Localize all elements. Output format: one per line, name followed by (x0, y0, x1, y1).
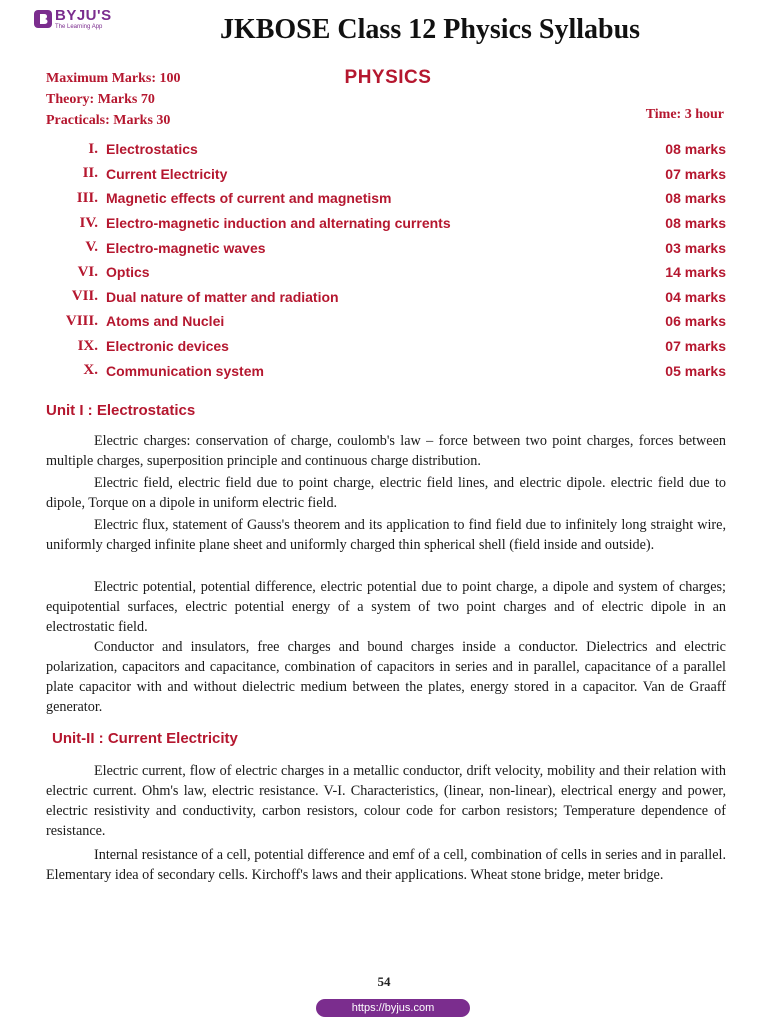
unit-1-paragraph: Electric field, electric field due to point charge, electric field lines, and electric dipole. electric field due to dipole, Torque on a dipole in uniform electric field. (46, 475, 726, 511)
topic-number: VI. (77, 263, 98, 280)
topic-marks: 08 marks (665, 215, 726, 232)
topic-marks: 06 marks (665, 313, 726, 330)
unit-2-heading: Unit-II : Current Electricity (52, 730, 238, 747)
topic-number: VII. (71, 288, 98, 305)
topic-name: Atoms and Nuclei (106, 313, 225, 330)
unit-2-paragraph: Electric current, flow of electric charges in a metallic conductor, drift velocity, mobility and their relation with electric current. Ohm's law, electric resistance. V-I. Characteristics, (linear, non-linear), electrical energy and power, electric resistivity and conductivity, carbon resistors, colour code for carbon resistors; Temperature dependence of resistance. (46, 763, 726, 839)
topic-marks: 08 marks (665, 141, 726, 158)
topic-name: Optics (106, 264, 150, 281)
topic-number: III. (76, 189, 98, 206)
footer-url-link[interactable]: https://byjus.com (316, 999, 470, 1017)
exam-time: Time: 3 hour (645, 107, 724, 122)
topic-marks: 14 marks (665, 264, 726, 281)
topic-name: Magnetic effects of current and magnetism (106, 190, 392, 207)
topic-row (46, 162, 726, 187)
topic-marks: 03 marks (665, 239, 726, 256)
topic-name: Electronic devices (106, 338, 229, 355)
topic-number: V. (85, 239, 98, 256)
topic-marks: 07 marks (665, 338, 726, 355)
brand-tagline: The Learning App (55, 24, 103, 30)
topic-row (46, 285, 726, 310)
topic-name: Electrostatics (106, 141, 198, 158)
topic-marks: 04 marks (665, 288, 726, 305)
topic-marks: 07 marks (665, 165, 726, 182)
topic-row (46, 186, 726, 211)
max-marks: Maximum Marks: 100 (46, 71, 181, 86)
topic-row (46, 211, 726, 236)
theory-marks: Theory: Marks 70 (46, 92, 155, 107)
topic-marks: 08 marks (665, 190, 726, 207)
topic-name: Electro-magnetic induction and alternating currents (106, 215, 451, 232)
topic-row (46, 137, 726, 162)
topic-row (46, 334, 726, 359)
topic-row (46, 309, 726, 334)
page-number: 54 (377, 974, 391, 989)
topic-row (46, 260, 726, 285)
subject-heading: PHYSICS (344, 67, 432, 88)
topic-number: X. (83, 362, 98, 379)
topic-row (46, 358, 726, 383)
unit-1-heading: Unit I : Electrostatics (46, 402, 196, 419)
topic-name: Communication system (106, 362, 264, 379)
topic-list (46, 137, 726, 383)
topic-number: IX. (77, 337, 98, 354)
topic-row (46, 235, 726, 260)
topic-name: Current Electricity (106, 165, 228, 182)
topic-number: I. (88, 140, 98, 157)
unit-1-paragraph: Electric flux, statement of Gauss's theorem and its application to find field due to infinitely long straight wire, uniformly charged infinite plane sheet and uniformly charged thin spherical shell (field inside and outside). (46, 517, 726, 553)
unit-1-paragraph: Conductor and insulators, free charges and bound charges inside a conductor. Dielectrics and electric polarization, capacitors and capacitance, combination of capacitors in series and in parallel, capacitance of a parallel plate capacitor with and without dielectric medium between the plates, energy stored in a capacitor. Van de Graaff generator. (46, 639, 726, 715)
brand-name: BYJU'S (55, 7, 112, 24)
unit-2-paragraph: Internal resistance of a cell, potential difference and emf of a cell, combination of cells in series and in parallel. Elementary idea of secondary cells. Kirchoff's laws and their applications. Wheat stone bridge, meter bridge. (46, 847, 726, 883)
page-title: JKBOSE Class 12 Physics Syllabus (219, 14, 641, 45)
practical-marks: Practicals: Marks 30 (46, 113, 171, 128)
topic-marks: 05 marks (665, 362, 726, 379)
unit-1-paragraph: Electric potential, potential difference, electric potential due to point charge, a dipole and system of charges; equipotential surfaces, electric potential energy of a system of two point charges and of electric dipole in an electrostatic field. (46, 579, 726, 635)
topic-name: Electro-magnetic waves (106, 239, 266, 256)
topic-name: Dual nature of matter and radiation (106, 288, 339, 305)
unit-1-paragraph: Electric charges: conservation of charge, coulomb's law – force between two point charges, forces between multiple charges, superposition principle and continuous charge distribution. (46, 433, 726, 469)
topic-number: IV. (79, 214, 98, 231)
topic-number: VIII. (65, 312, 98, 329)
topic-number: II. (82, 165, 98, 182)
